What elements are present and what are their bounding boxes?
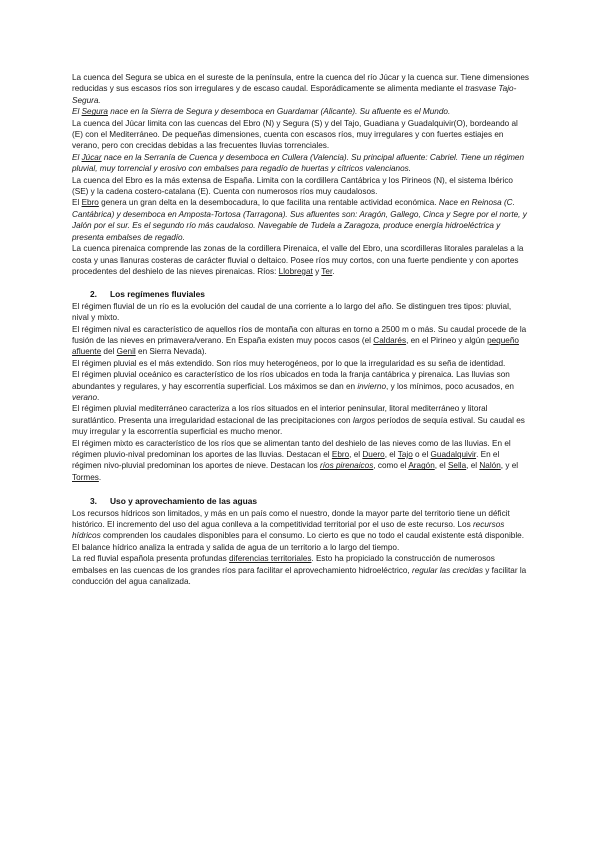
text: .: [98, 472, 102, 482]
text: comprenden los caudales disponibles para el consumo. Lo cierto es que no todo el caudal existente está disponible. El balance hídrico analiza la entrada y salida de agua de un territorio a lo largo del tiempo.: [72, 531, 524, 552]
section-number: 2.: [90, 289, 97, 300]
text: o el: [412, 450, 431, 459]
text: nace en la Serranía de Cuenca y desemboca en Cullera (Valencia). Su principal afluente: Cabriel. Tiene un régimen pluvial, muy torrencial y erosivo con embalses para regadío de huertas y cítricos valencianos.: [72, 152, 525, 174]
text: , el: [384, 450, 398, 459]
paragraph-jucar: La cuenca del Júcar limita con las cuencas del Ebro (N) y Segura (S) y del Tajo, Guadiana y Guadalquivir(O), bordeando al (E) con el Mediterráneo. De pequeñas dimensiones, cuenta con escasos ríos, muy irregulares y con fuertes estiajes en verano, pero con crecidas debidas a las frecuentes lluvias torrenciales.: [72, 118, 518, 151]
text: El: [72, 152, 82, 162]
paragraph-pirenaica: [72, 243, 530, 277]
paragraph-segura: [72, 72, 530, 106]
text-italic: verano: [72, 392, 98, 402]
text: en Sierra Nevada).: [135, 347, 207, 357]
text: , y los mínimos, poco acusados, en: [386, 381, 514, 391]
text: .: [332, 266, 335, 276]
text: Los recursos hídricos son limitados, y más en un país como el nuestro, donde la mayor parte del territorio tiene un déficit histórico. El incremento del uso del agua conlleva a la competitividad territorial por el uso de este recurso. Los: [72, 508, 510, 530]
text-italic: regular las crecidas: [411, 565, 483, 575]
link-caldares[interactable]: Caldarés: [373, 335, 407, 345]
text: períodos de sequía estival. Su caudal es muy irregular y la escorrentía superficial es mucho menor.: [72, 415, 525, 437]
paragraph-red-fluvial: [72, 553, 530, 587]
paragraph-ebro: La cuenca del Ebro es la más extensa de España. Limita con la cordillera Cantábrica y los Pirineos (N), el sistema Ibérico (SE) y la cadena costero-catalana (E). Cuenta con numerosos ríos muy caudalosos.: [72, 175, 513, 197]
text: La red fluvial española presenta profundas: [72, 554, 230, 564]
link-aragon[interactable]: Aragón: [408, 461, 435, 471]
note-jucar: [72, 152, 530, 175]
text: , en el Pirineo y algún: [406, 335, 488, 345]
spacer: [72, 277, 530, 289]
link-llobregat[interactable]: Llobregat: [278, 266, 313, 276]
text: La cuenca pirenaica comprende las zonas de la cordillera Pirenaica, el valle del Ebro, una scordilleras litorales paralelas a la costa y unas llanuras costeras de carácter fluvial o deltaico. Posee ríos muy cortos, con una fuerte pendiente y con aportes procedentes del deshielo de las nieves pirenaicas. Ríos:: [72, 244, 524, 276]
section-heading-regimenes: [72, 289, 530, 300]
link-pequeno-afluente[interactable]: pequeño afluente: [72, 335, 519, 357]
link-segura[interactable]: Segura: [81, 107, 108, 117]
text: . Esto ha propiciado la construcción de numerosos embalses en las cuencas de los grandes ríos para facilitar el aprovechamiento hidroeléctrico,: [72, 554, 495, 575]
paragraph-regimen-nival: [72, 324, 530, 358]
text: El: [72, 107, 82, 117]
link-rios-pirenaicos[interactable]: ríos pirenaicos: [320, 461, 374, 471]
text: . En el régimen nivo-pluvial predominan los aportes de nieve. Destacan los: [72, 450, 500, 471]
spacer: [72, 483, 530, 496]
paragraph-recursos: [72, 508, 530, 554]
section-number: 3.: [90, 496, 97, 507]
section-heading-uso-aguas: [72, 496, 530, 507]
link-ter[interactable]: Ter: [321, 266, 333, 276]
text: , el: [466, 461, 480, 471]
link-duero[interactable]: Duero: [362, 450, 385, 459]
section-title: Uso y aprovechamiento de las aguas: [110, 496, 258, 507]
text: , el: [349, 450, 363, 459]
text: , el: [434, 461, 448, 471]
link-ebro[interactable]: Ebro: [81, 198, 99, 208]
link-diferencias-territoriales[interactable]: diferencias territoriales: [229, 554, 312, 564]
text: El régimen mixto es característico de los ríos que se alimentan tanto del deshielo de las nieves como de las lluvias. En el régimen pluvio-nival predominan los aportes de las lluvias. Destacan el: [72, 438, 511, 459]
text: El: [72, 198, 82, 208]
paragraph-regimen-pluvial: El régimen pluvial es el más extendido. Son ríos muy heterogéneos, por lo que la irregularidad es su seña de identidad.: [72, 358, 506, 368]
text: y facilitar la conducción del agua canalizada.: [72, 565, 527, 587]
text: y: [312, 266, 322, 276]
text: , y el: [500, 461, 519, 471]
paragraph-ebro-detail: [72, 197, 530, 243]
text: El régimen pluvial mediterráneo caracteriza a los ríos situados en el interior peninsular, litoral mediterráneo y litoral suratlántico. Presenta una irregularidad estacional de las precipitaciones con: [72, 404, 488, 425]
paragraph-pluvial-mediterraneo: [72, 403, 530, 437]
text: , como el: [373, 461, 409, 471]
text: genera un gran delta en la desembocadura, lo que facilita una rentable actividad económica.: [98, 198, 439, 208]
link-tormes[interactable]: Tormes: [72, 472, 99, 482]
section-title: Los regímenes fluviales: [110, 289, 205, 300]
document-page: [72, 72, 530, 587]
paragraph-pluvial-oceanico: [72, 369, 530, 403]
link-ebro[interactable]: Ebro: [331, 450, 350, 459]
link-tajo[interactable]: Tajo: [397, 450, 413, 459]
text-italic: invierno: [357, 381, 387, 391]
paragraph-regimen-def: El régimen fluvial de un río es la evolución del caudal de una corriente a lo largo del año. Se distinguen tres tipos: pluvial, nival y mixto.: [72, 301, 512, 323]
paragraph-regimen-mixto: [72, 438, 530, 484]
text-italic: largos: [352, 415, 376, 425]
link-nalon[interactable]: Nalón: [479, 461, 501, 471]
note-segura: [72, 106, 530, 117]
link-genil[interactable]: Genil: [116, 347, 136, 357]
text: El régimen pluvial oceánico es característico de los ríos ubicados en toda la franja cantábrica y pirenaica. Las lluvias son abundantes y regulares, y hay escorrentía superficial. Los máximos se dan en: [72, 370, 510, 391]
link-guadalquivir[interactable]: Guadalquivir: [430, 450, 477, 459]
text: del: [101, 347, 117, 357]
text-italic: trasvase Tajo-Segura.: [72, 84, 517, 105]
text: La cuenca del Segura se ubica en el sureste de la península, entre la cuenca del río Júcar y la cuenca sur. Tiene dimensiones reducidas y sus escasos ríos son irregulares y de escaso caudal. Esporádicamente se alimenta mediante el: [72, 73, 529, 94]
text: .: [97, 392, 100, 402]
text: El régimen nival es característico de aquellos ríos de montaña con alturas en torno a 2500 m o más. Su caudal procede de la fusión de las nieves en primavera/verano. En España existen muy pocos casos (el: [72, 324, 527, 345]
text-italic: Nace en Reinosa (C. Cantábrica) y desemboca en Amposta-Tortosa (Tarragona). Sus afluentes son: Aragón, Gallego, Cinca y Segre por el norte, y Jalón por el sur. Es el segundo río más caudaloso. Navegable de Tudela a Zaragoza, produce energía hidroeléctrica y presenta embalses de regadío.: [72, 198, 527, 242]
link-sella[interactable]: Sella: [447, 461, 467, 471]
text: nace en la Sierra de Segura y desemboca en Guardamar (Alicante). Su afluente es el Mundo.: [107, 107, 451, 117]
text-italic: recursos hídricos: [72, 520, 505, 541]
link-jucar[interactable]: Júcar: [81, 152, 102, 162]
